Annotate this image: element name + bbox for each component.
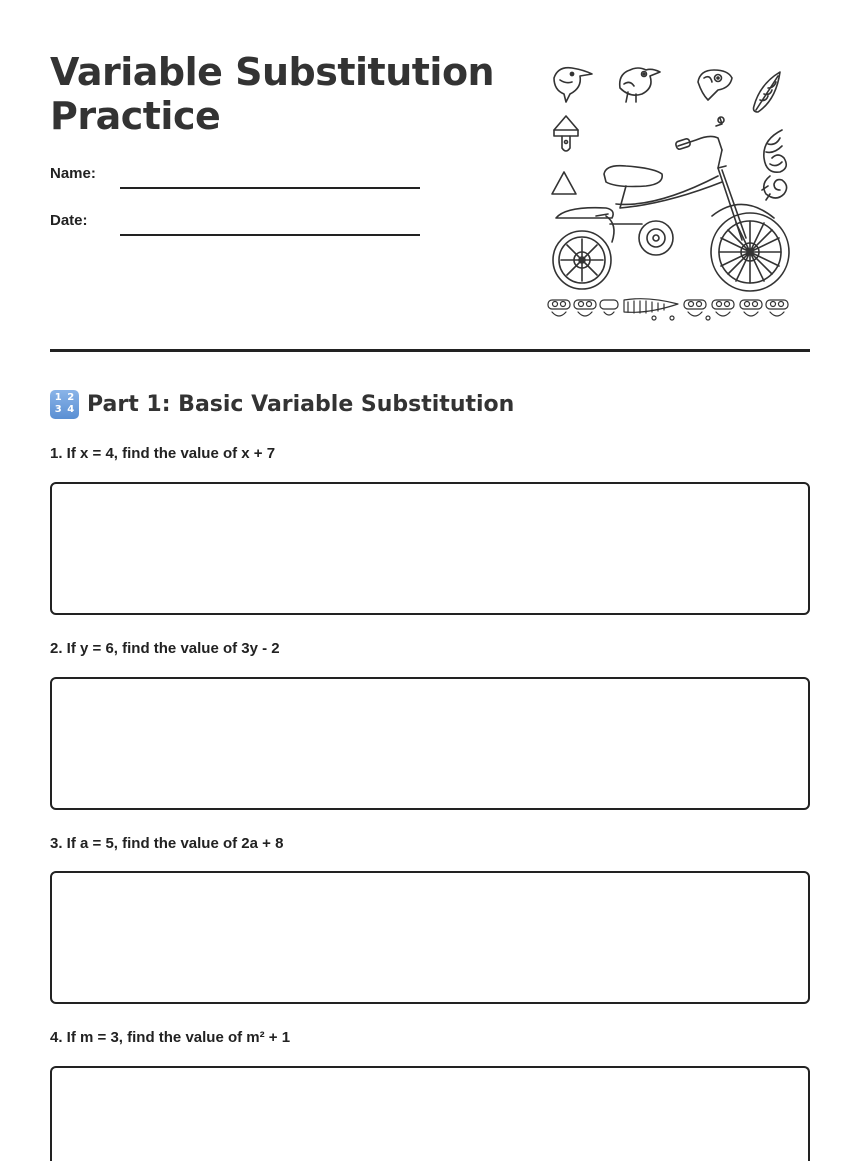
icon-digit: 3 (54, 404, 62, 415)
answer-box-1[interactable] (50, 482, 810, 615)
tricycle-illustration (546, 58, 796, 324)
pin-icon (554, 116, 578, 151)
bird-head-icon (698, 70, 732, 100)
answer-box-2[interactable] (50, 677, 810, 810)
page-title: Variable Substitution Practice (50, 50, 495, 138)
date-label: Date: (50, 212, 88, 229)
section-heading (50, 388, 514, 420)
name-label: Name: (50, 165, 96, 182)
section-title: Part 1: Basic Variable Substitution (87, 391, 515, 417)
icon-digit: 2 (67, 391, 75, 403)
date-field[interactable] (120, 234, 420, 236)
koru-icon (762, 130, 787, 200)
icon-digit: 4 (67, 404, 75, 415)
input-numbers-icon (50, 390, 79, 419)
answer-box-3[interactable] (50, 871, 810, 1004)
bird-icon (620, 68, 660, 102)
question-1: 1. If x = 4, find the value of x + 7 (50, 445, 276, 462)
question-2: 2. If y = 6, find the value of 3y - 2 (50, 640, 280, 657)
bird-icon (554, 68, 592, 102)
question-3: 3. If a = 5, find the value of 2a + 8 (50, 835, 284, 852)
triangle-icon (552, 172, 576, 194)
feather-icon (754, 72, 781, 112)
decorative-border (548, 299, 788, 320)
tricycle-icon (553, 117, 789, 291)
name-field[interactable] (120, 187, 420, 189)
question-4: 4. If m = 3, find the value of m² + 1 (50, 1029, 291, 1046)
icon-digit: 1 (54, 391, 62, 403)
header-divider (50, 349, 810, 352)
answer-box-4[interactable] (50, 1066, 810, 1161)
